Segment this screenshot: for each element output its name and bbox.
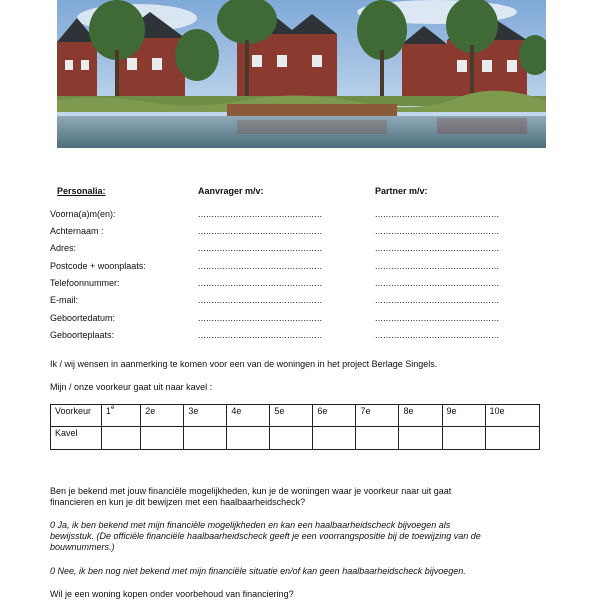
question-reservation: Wil je een woning kopen onder voorbehoud van financiering?: [50, 589, 294, 599]
partner-birth-date-line[interactable]: ..............................................: [375, 313, 500, 323]
field-label-postcode-city: Postcode + woonplaats:: [50, 261, 146, 271]
partner-postcode-city-line[interactable]: ..............................................: [375, 261, 500, 271]
partner-last-name-line[interactable]: ..............................................: [375, 226, 500, 236]
option-yes-line2: bewijsstuk. (De officiële financiële haalbaarheidscheck geeft je een voorrangspositie bij de toewijzing van de: [50, 531, 481, 541]
kavel-cell[interactable]: [227, 427, 270, 450]
kavel-cell[interactable]: [356, 427, 399, 450]
question-financing-line2: financieren en kun je dit bewijzen met een haalbaarheidscheck?: [50, 497, 306, 507]
kavel-cell[interactable]: [399, 427, 442, 450]
personalia-heading: Personalia:: [57, 186, 106, 196]
column-header: 6e: [313, 405, 356, 427]
applicant-last-name-line[interactable]: ..............................................: [198, 226, 323, 236]
preference-text: Mijn / onze voorkeur gaat uit naar kavel :: [50, 382, 213, 392]
project-photo: [57, 0, 546, 148]
option-yes-line3: bouwnummers.): [50, 542, 115, 552]
kavel-preference-table: [50, 404, 540, 450]
applicant-phone-line[interactable]: ..............................................: [198, 278, 323, 288]
question-financing-line1: Ben je bekend met jouw financiële mogelijkheden, kun je de woningen waar je voorkeur naar uit gaat: [50, 486, 452, 496]
partner-first-names-line[interactable]: ..............................................: [375, 209, 500, 219]
table-row: [51, 405, 540, 427]
row-label-kavel: Kavel: [51, 427, 102, 450]
applicant-first-names-line[interactable]: ..............................................: [198, 209, 323, 219]
column-header: 3e: [184, 405, 227, 427]
column-header: 4e: [227, 405, 270, 427]
column-header: 2e: [141, 405, 184, 427]
column-header: 1e: [102, 405, 141, 427]
field-label-email: E-mail:: [50, 295, 79, 305]
kavel-cell[interactable]: [184, 427, 227, 450]
field-label-address: Adres:: [50, 243, 77, 253]
kavel-cell[interactable]: [485, 427, 539, 450]
applicant-address-line[interactable]: ..............................................: [198, 243, 323, 253]
field-label-birth-place: Geboorteplaats:: [50, 330, 115, 340]
option-no[interactable]: 0 Nee, ik ben nog niet bekend met mijn financiële situatie en/of kan geen haalbaarheidscheck bijvoegen.: [50, 566, 466, 576]
column-header: 8e: [399, 405, 442, 427]
kavel-cell[interactable]: [313, 427, 356, 450]
column-header: 5e: [270, 405, 313, 427]
applicant-email-line[interactable]: ..............................................: [198, 295, 323, 305]
applicant-birth-place-line[interactable]: ..............................................: [198, 330, 323, 340]
column-header: 7e: [356, 405, 399, 427]
applicant-postcode-city-line[interactable]: ..............................................: [198, 261, 323, 271]
column-header: 10e: [485, 405, 539, 427]
applicant-birth-date-line[interactable]: ..............................................: [198, 313, 323, 323]
field-label-birth-date: Geboortedatum:: [50, 313, 116, 323]
column-header: 9e: [442, 405, 485, 427]
intro-text: Ik / wij wensen in aanmerking te komen voor een van de woningen in het project Berlage Singels.: [50, 359, 438, 369]
partner-column-heading: Partner m/v:: [375, 186, 428, 196]
kavel-cell[interactable]: [442, 427, 485, 450]
option-yes-line1[interactable]: 0 Ja, ik ben bekend met mijn financiële mogelijkheden en kan een haalbaarheidscheck bijvoegen als: [50, 520, 451, 530]
field-label-last-name: Achternaam :: [50, 226, 104, 236]
partner-birth-place-line[interactable]: ..............................................: [375, 330, 500, 340]
applicant-column-heading: Aanvrager m/v:: [198, 186, 264, 196]
partner-email-line[interactable]: ..............................................: [375, 295, 500, 305]
field-label-phone: Telefoonnummer:: [50, 278, 120, 288]
partner-address-line[interactable]: ..............................................: [375, 243, 500, 253]
table-row: [51, 427, 540, 450]
row-label-voorkeur: Voorkeur: [51, 405, 102, 427]
partner-phone-line[interactable]: ..............................................: [375, 278, 500, 288]
kavel-cell[interactable]: [102, 427, 141, 450]
kavel-cell[interactable]: [270, 427, 313, 450]
field-label-first-names: Voorna(a)m(en):: [50, 209, 116, 219]
kavel-cell[interactable]: [141, 427, 184, 450]
